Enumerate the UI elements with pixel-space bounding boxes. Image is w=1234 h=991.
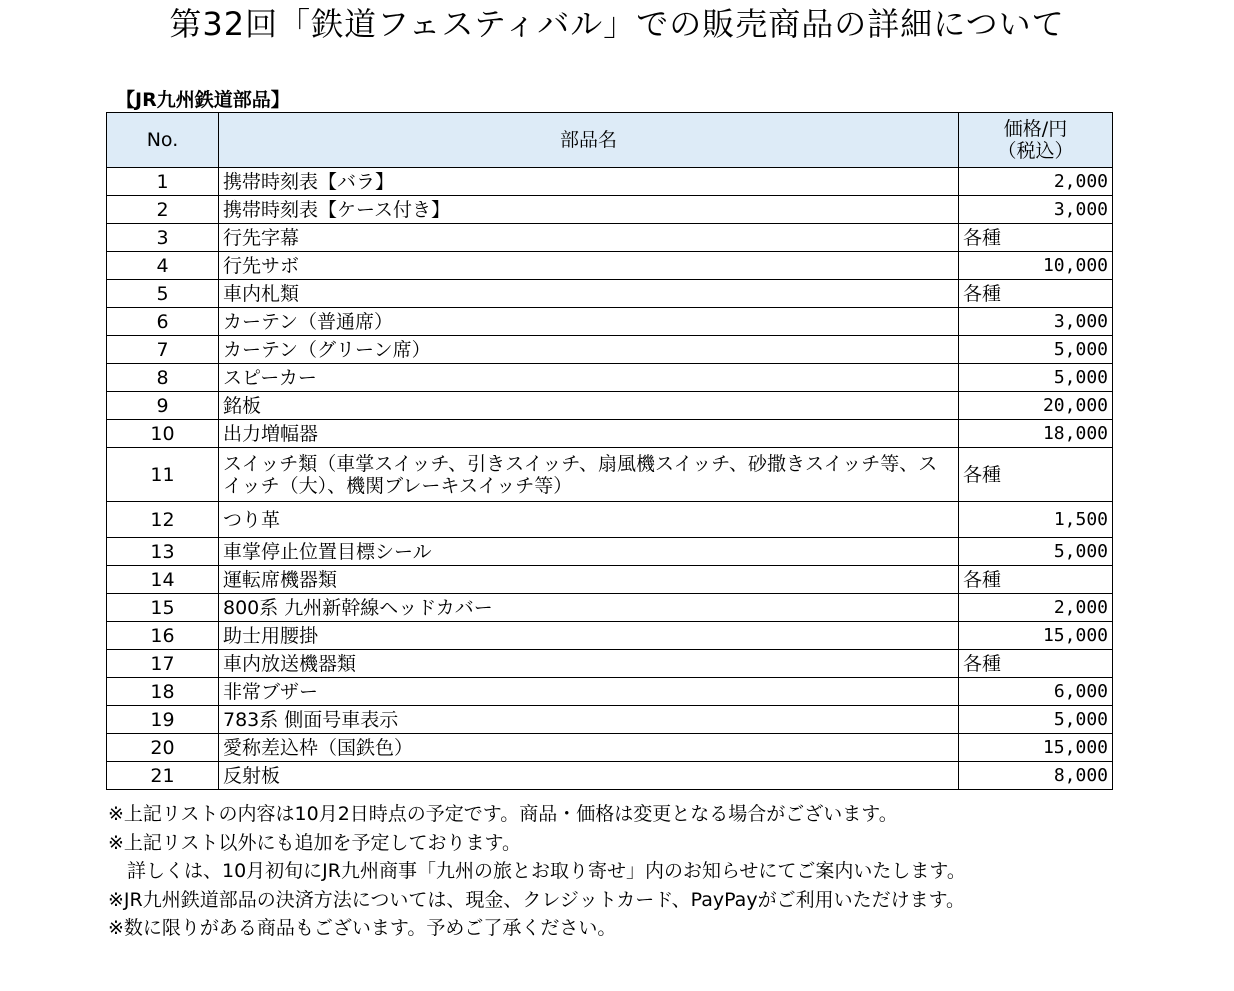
cell-price: 1,500 [959,502,1113,538]
table-row [107,420,1113,448]
note-line: ※上記リスト以外にも追加を予定しております。 [108,831,522,854]
cell-price: 5,000 [959,336,1113,364]
cell-no: 8 [107,364,219,392]
section-label: 【JR九州鉄道部品】 [116,89,290,111]
cell-name: 携帯時刻表【ケース付き】 [219,196,959,224]
cell-no: 4 [107,252,219,280]
cell-name: つり革 [219,502,959,538]
cell-price: 各種 [959,280,1113,308]
cell-name: 車内札類 [219,280,959,308]
cell-name: 車掌停止位置目標シール [219,538,959,566]
cell-name: 銘板 [219,392,959,420]
cell-name: 非常ブザー [219,678,959,706]
cell-no: 20 [107,734,219,762]
cell-no: 5 [107,280,219,308]
note-line: ※上記リストの内容は10月2日時点の予定です。商品・価格は変更となる場合がございます。 [108,803,898,825]
cell-no: 3 [107,224,219,252]
cell-no: 19 [107,706,219,734]
cell-price: 各種 [959,650,1113,678]
table-row [107,448,1113,502]
cell-price: 6,000 [959,678,1113,706]
cell-no: 21 [107,762,219,790]
header-price-line1: 価格/円 [1003,118,1068,140]
cell-name: スイッチ類（車掌スイッチ、引きスイッチ、扇風機スイッチ、砂撒きスイッチ等、スイッチ（大）、機関ブレーキスイッチ等） [219,448,959,502]
header-price-line2: （税込） [997,140,1074,162]
cell-price: 10,000 [959,252,1113,280]
table-body [107,168,1113,790]
cell-name: 800系 九州新幹線ヘッドカバー [219,594,959,622]
table-row [107,566,1113,594]
cell-price: 各種 [959,566,1113,594]
cell-price: 各種 [959,224,1113,252]
cell-price: 18,000 [959,420,1113,448]
table-row [107,168,1113,196]
header-name: 部品名 [219,113,959,168]
cell-price: 3,000 [959,308,1113,336]
table-row [107,650,1113,678]
table-row [107,678,1113,706]
cell-no: 2 [107,196,219,224]
cell-name: カーテン（普通席） [219,308,959,336]
cell-name: スピーカー [219,364,959,392]
cell-price: 5,000 [959,538,1113,566]
cell-no: 14 [107,566,219,594]
cell-name: 出力増幅器 [219,420,959,448]
cell-no: 9 [107,392,219,420]
cell-no: 18 [107,678,219,706]
cell-price: 8,000 [959,762,1113,790]
table-row [107,594,1113,622]
note-line: 詳しくは、10月初旬にJR九州商事「九州の旅とお取り寄せ」内のお知らせにてご案内いたします。 [108,860,966,882]
cell-no: 1 [107,168,219,196]
table-row [107,224,1113,252]
cell-name: 車内放送機器類 [219,650,959,678]
note-line: ※JR九州鉄道部品の決済方法については、現金、クレジットカード、PayPayがご利用いただけます。 [108,888,966,911]
table-row [107,252,1113,280]
cell-price: 2,000 [959,168,1113,196]
cell-name: 愛称差込枠（国鉄色） [219,734,959,762]
table-row [107,622,1113,650]
table-row [107,502,1113,538]
cell-name: 行先字幕 [219,224,959,252]
table-row [107,734,1113,762]
table-row [107,538,1113,566]
cell-no: 15 [107,594,219,622]
table-row [107,706,1113,734]
cell-name: 行先サボ [219,252,959,280]
table-header-row [107,113,1113,168]
cell-no: 13 [107,538,219,566]
cell-price: 2,000 [959,594,1113,622]
cell-name: カーテン（グリーン席） [219,336,959,364]
cell-no: 12 [107,502,219,538]
header-no: No. [107,113,219,168]
cell-no: 11 [107,448,219,502]
table-row [107,308,1113,336]
cell-no: 16 [107,622,219,650]
cell-name: 運転席機器類 [219,566,959,594]
table-row [107,280,1113,308]
cell-no: 10 [107,420,219,448]
cell-no: 7 [107,336,219,364]
table-row [107,196,1113,224]
note-line: ※数に限りがある商品もございます。予めご了承ください。 [108,917,617,939]
table-row [107,364,1113,392]
notes [108,800,966,943]
table-row [107,336,1113,364]
parts-table [106,112,1113,790]
cell-name: 携帯時刻表【バラ】 [219,168,959,196]
cell-price: 5,000 [959,364,1113,392]
cell-name: 783系 側面号車表示 [219,706,959,734]
table-row [107,392,1113,420]
cell-price: 各種 [959,448,1113,502]
cell-price: 20,000 [959,392,1113,420]
page-title: 第32回「鉄道フェスティバル」での販売商品の詳細について [169,5,1065,43]
cell-price: 15,000 [959,734,1113,762]
header-price [959,113,1113,168]
cell-no: 17 [107,650,219,678]
cell-no: 6 [107,308,219,336]
cell-name: 反射板 [219,762,959,790]
cell-name: 助士用腰掛 [219,622,959,650]
table-row [107,762,1113,790]
cell-price: 15,000 [959,622,1113,650]
cell-price: 3,000 [959,196,1113,224]
cell-price: 5,000 [959,706,1113,734]
